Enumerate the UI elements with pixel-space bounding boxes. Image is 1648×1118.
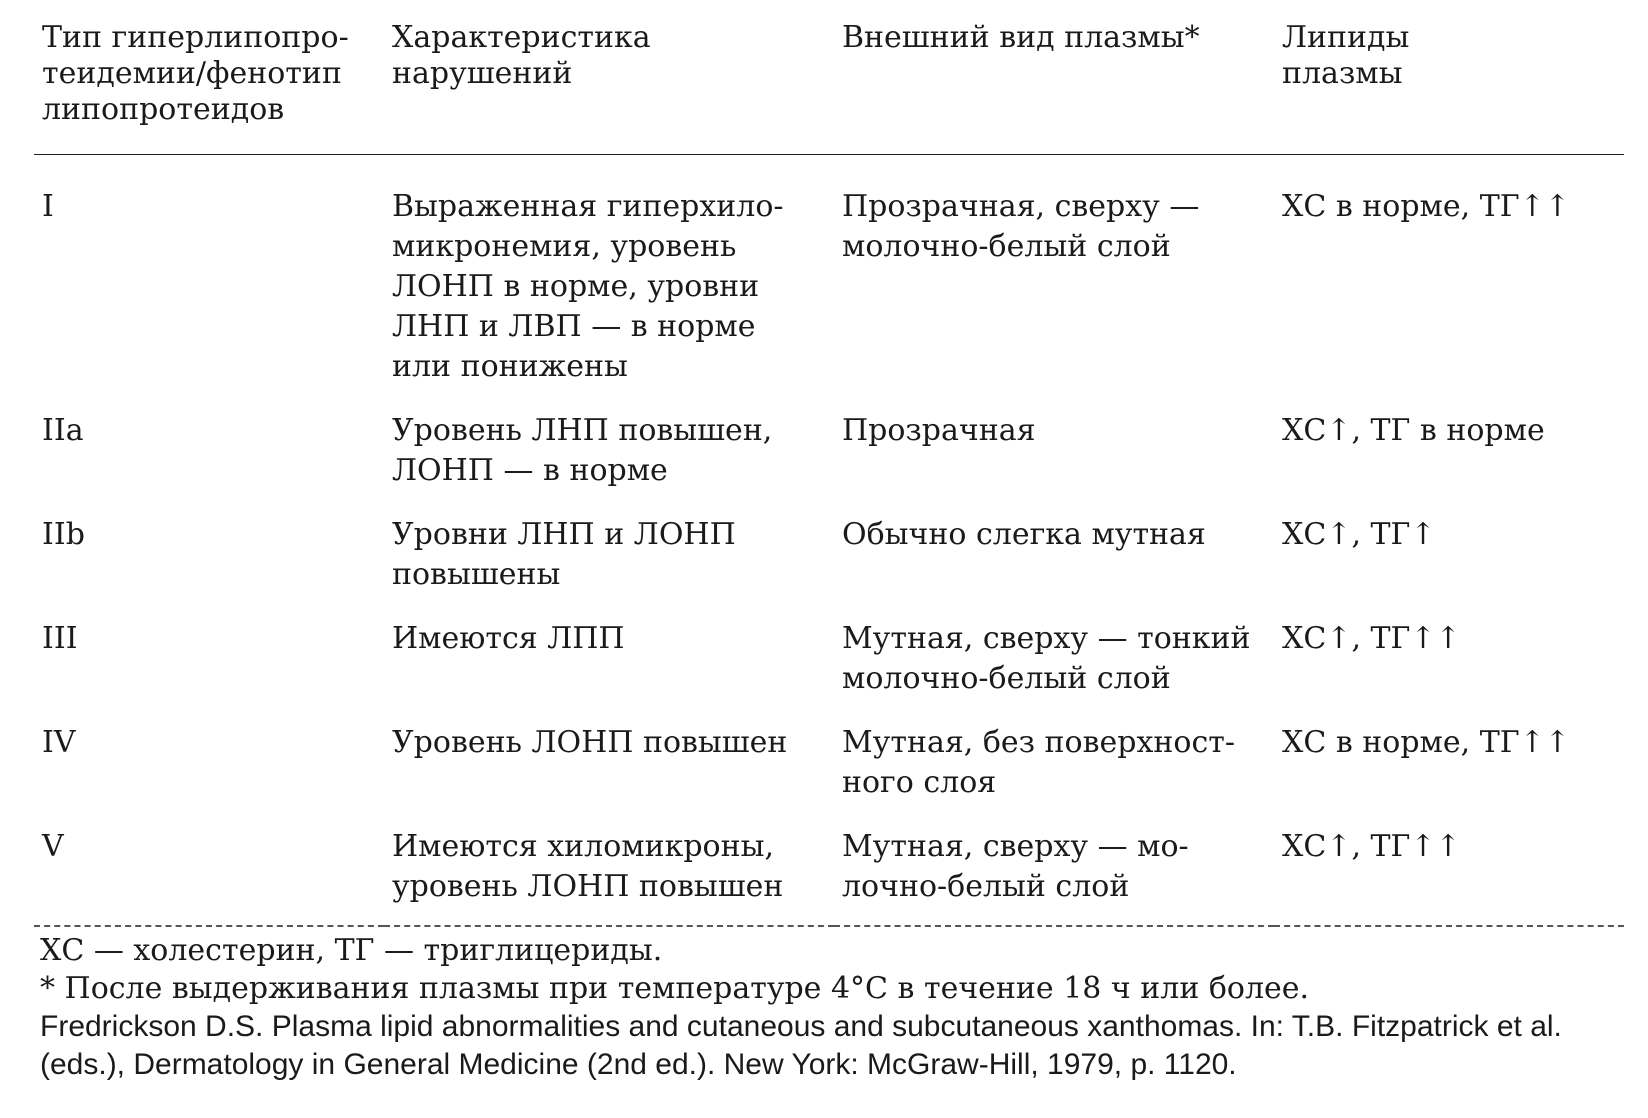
cell-lipids: ХС↑, ТГ в норме (1282, 413, 1545, 448)
cell-characteristics: Имеются хиломикроны, уровень ЛОНП повышен (384, 827, 834, 926)
table-body (34, 155, 1624, 927)
table-row (34, 619, 1624, 723)
header-plasma-appearance: Внешний вид плазмы* (834, 14, 1274, 155)
header-row (34, 14, 1624, 155)
header-type: Тип гиперлипопро- теидемии/фенотип липопротеидов (34, 14, 384, 155)
header-characteristics: Характеристика нарушений (384, 14, 834, 155)
table-row (34, 827, 1624, 926)
cell-plasma: Мутная, сверху — мо- лочно-белый слой (834, 827, 1274, 926)
cell-characteristics: Уровень ЛОНП повышен (392, 725, 788, 760)
cell-characteristics: Выраженная гиперхило- микронемия, уровень ЛОНП в норме, уровни ЛНП и ЛВП — в норме или понижены (392, 189, 784, 384)
cell-type: I (42, 189, 54, 224)
table-row (34, 155, 1624, 412)
cell-characteristics: Имеются ЛПП (392, 621, 625, 656)
abbreviations-note: ХС — холестерин, ТГ — триглицериды. (40, 933, 663, 968)
cell-characteristics: Уровень ЛНП повышен, ЛОНП — в норме (392, 413, 773, 488)
cell-type: III (42, 621, 78, 656)
cell-type: V (34, 827, 384, 926)
cell-lipids: ХС в норме, ТГ↑↑ (1282, 725, 1570, 760)
cell-type: IV (42, 725, 76, 760)
cell-lipids: ХС↑, ТГ↑↑ (1282, 621, 1461, 656)
cell-type: IIa (42, 413, 84, 448)
footnotes (40, 932, 1620, 1084)
hyperlipoproteinemia-table (34, 14, 1624, 927)
cell-lipids: ХС↑, ТГ↑ (1282, 517, 1436, 552)
cell-plasma: Прозрачная, сверху — молочно-белый слой (842, 189, 1200, 264)
cell-lipids: ХС в норме, ТГ↑↑ (1282, 189, 1570, 224)
cell-plasma: Обычно слегка мутная (842, 517, 1206, 552)
table-row (34, 411, 1624, 515)
cell-type: IIb (42, 517, 85, 552)
cell-plasma: Мутная, без поверхност- ного слоя (842, 725, 1235, 800)
cell-characteristics: Уровни ЛНП и ЛОНП повышены (392, 517, 736, 592)
cell-plasma: Мутная, сверху — тонкий молочно-белый слой (842, 621, 1251, 696)
table-row (34, 515, 1624, 619)
table-row (34, 723, 1624, 827)
header-plasma-lipids: Липиды плазмы (1274, 14, 1624, 155)
table-header (34, 14, 1624, 155)
asterisk-note: * После выдерживания плазмы при температуре 4°С в течение 18 ч или более. (40, 971, 1310, 1006)
reference-citation: Fredrickson D.S. Plasma lipid abnormalities and cutaneous and subcutaneous xanthomas. In: T.B. Fitzpatrick et al. (eds.), Dermatology in General Medicine (2nd ed.). New York: McGraw-Hill, 1979, p. 1120. (40, 1010, 1562, 1081)
cell-plasma: Прозрачная (842, 413, 1036, 448)
cell-lipids: ХС↑, ТГ↑↑ (1274, 827, 1624, 926)
